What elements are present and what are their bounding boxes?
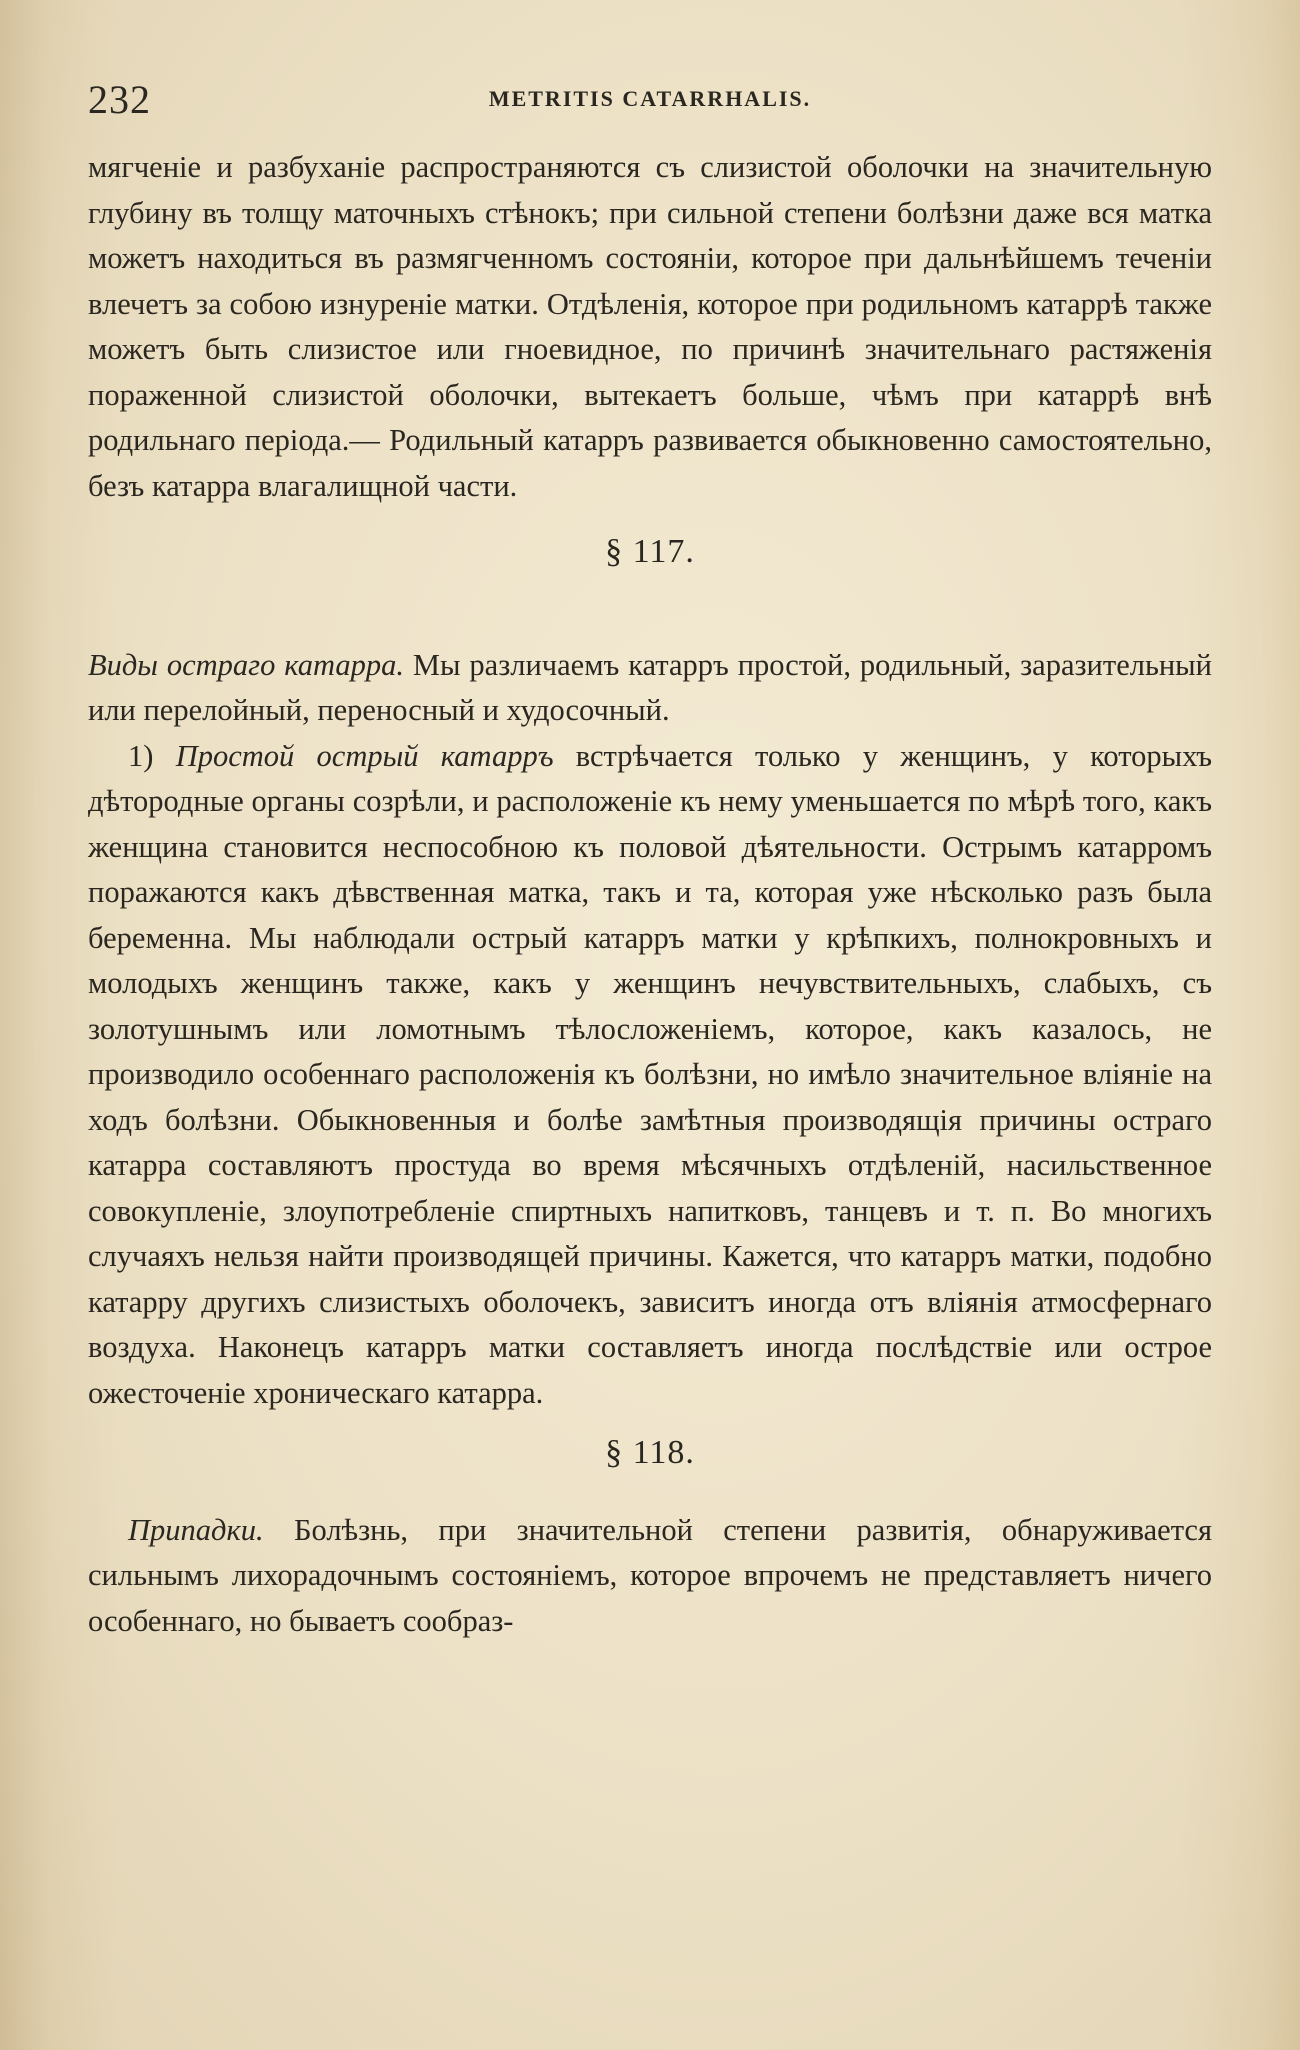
- paragraph-continuation: мягченіе и разбуханіе распространяются съ слизистой оболочки на значительную глубину въ толщу маточныхъ стѣнокъ; при сильной степени болѣзни даже вся матка можетъ находиться въ размягченномъ состояніи, которое при дальнѣйшемъ теченіи влечетъ за собою изнуреніе матки. Отдѣленія, которое при родильномъ катаррѣ также можетъ быть слизистое или гноевидное, по причинѣ значительнаго растяженія пораженной слизистой оболочки, вытекаетъ больше, чѣмъ при катаррѣ внѣ родильнаго періода.— Родильный катарръ развивается обыкновенно самостоятельно, безъ катарра влагалищной части.: [88, 150, 1212, 503]
- paragraph-types: [88, 643, 1212, 734]
- paragraph-text: Мы различаемъ катарръ простой, родильный, заразительный или перелойный, переносный и худосочный.: [88, 647, 1212, 727]
- paragraph-text: Болѣзнь, при значительной степени развитія, обнаруживается сильнымъ лихорадочнымъ состояніемъ, которое впрочемъ не представляетъ ничего особеннаго, но бываетъ сообраз-: [88, 1512, 1212, 1638]
- page-number: 232: [88, 77, 151, 122]
- paragraph-text: встрѣчается только у женщинъ, у которыхъ дѣтородные органы созрѣли, и расположеніе къ нему уменьшается по мѣрѣ того, какъ женщина становится неспособною къ половой дѣятельности. Острымъ катарромъ поражаются какъ дѣвственная матка, такъ и та, которая уже нѣсколько разъ была беременна. Мы наблюдали острый катарръ матки у крѣпкихъ, полнокровныхъ и молодыхъ женщинъ также, какъ у женщинъ нечувствительныхъ, слабыхъ, съ золотушнымъ или ломотнымъ тѣлосложеніемъ, которое, какъ казалось, не производило особеннаго расположенія къ болѣзни, но имѣло значительное вліяніе на ходъ болѣзни. Обыкновенныя и болѣе замѣтныя производящія причины остраго катарра составляютъ простуда во время мѣсячныхъ отдѣленій, насильственное совокупленіе, злоупотребленіе спиртныхъ напитковъ, танцевъ и т. п. Во многихъ случаяхъ нельзя найти производящей причины. Кажется, что катарръ матки, подобно катарру другихъ слизистыхъ оболочекъ, зависитъ иногда отъ вліянія атмосфернаго воздуха. Наконецъ катарръ матки составляетъ иногда послѣдствіе или острое ожесточеніе хроническаго катарра.: [88, 738, 1212, 1410]
- item-number: 1): [128, 738, 176, 773]
- paragraph-lead-in: Виды остраго катарра.: [88, 647, 405, 682]
- body-text: [88, 145, 1212, 1644]
- paragraph-simple-catarrh: [88, 734, 1212, 1417]
- paragraph-lead-in: Припадки.: [128, 1512, 264, 1547]
- page-header: [88, 76, 1212, 126]
- section-heading-117: § 117.: [605, 533, 695, 570]
- paragraph-symptoms: [88, 1508, 1212, 1645]
- running-head: METRITIS CATARRHALIS.: [488, 86, 812, 111]
- section-heading-118: § 118.: [605, 1434, 695, 1471]
- paragraph-lead-in: Простой острый катарръ: [175, 738, 554, 773]
